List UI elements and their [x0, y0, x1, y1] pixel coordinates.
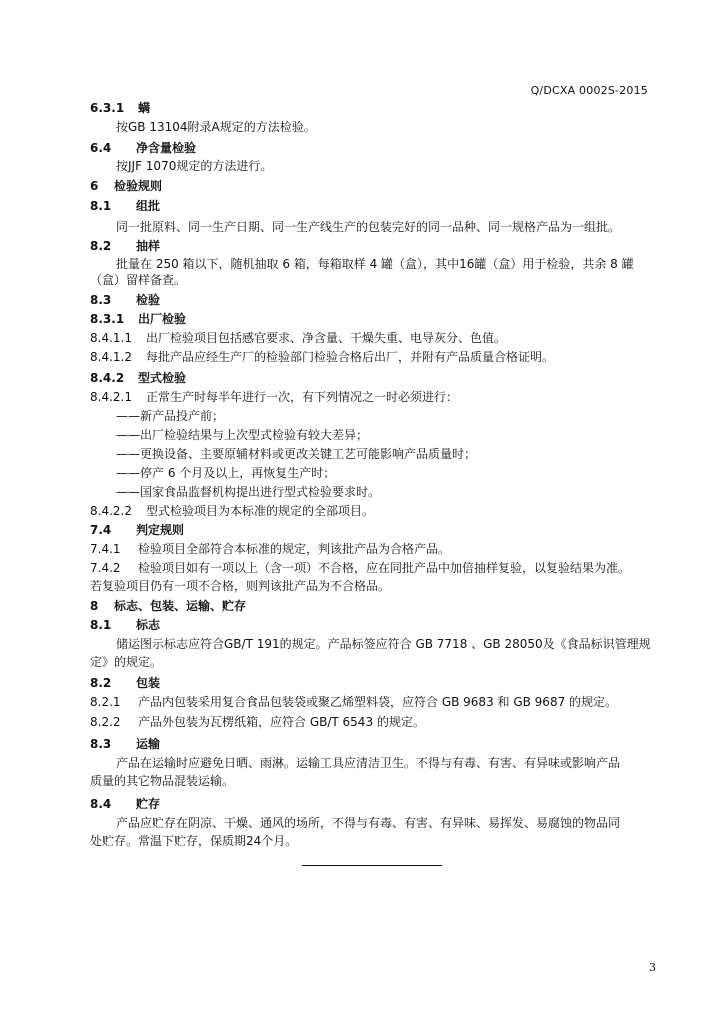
section-heading: [90, 617, 160, 633]
text-line: [90, 389, 458, 405]
clause-number: 8.4.2.2: [90, 504, 132, 518]
clause-number: 8.2.2: [90, 715, 121, 729]
text-line: [116, 408, 224, 424]
body-text: ——国家食品监督机构提出进行型式检验要求时。: [116, 485, 381, 499]
text-line: [116, 219, 620, 235]
text-line: [90, 330, 506, 346]
heading-text: 贮存: [136, 797, 161, 811]
text-line: [116, 256, 634, 272]
heading-text: 检验规则: [114, 179, 163, 193]
clause-number: 8.4: [90, 797, 112, 811]
clause-number: 8.4.1.2: [90, 350, 132, 364]
standard-code: Q/DCXA 0002S-2015: [530, 84, 648, 97]
text-line: [116, 636, 651, 652]
text-line: [90, 578, 390, 594]
section-heading: [90, 736, 160, 752]
body-text: 储运图示标志应符合GB/T 191的规定。产品标签应符合 GB 7718 、GB 28050及《食品标识管理规: [116, 637, 651, 651]
clause-number: 6: [90, 179, 99, 193]
body-text: 检验项目全部符合本标准的规定，判该批产品为合格产品。: [138, 542, 451, 556]
body-text: 处贮存。常温下贮存，保质期24个月。: [90, 834, 298, 848]
clause-number: 8.1: [90, 199, 112, 213]
clause-number: 8.2: [90, 239, 112, 253]
text-line: [116, 465, 335, 481]
body-text: 质量的其它物品混装运输。: [90, 774, 235, 788]
body-text: 定》的规定。: [90, 655, 163, 669]
text-line: [116, 484, 380, 500]
body-text: 每批产品应经生产厂的检验部门检验合格后出厂，并附有产品质量合格证明。: [146, 350, 555, 364]
text-line: [116, 158, 272, 174]
text-line: [90, 833, 297, 849]
heading-text: 出厂检验: [138, 312, 187, 326]
text-line: [90, 694, 617, 710]
heading-text: 检验: [136, 293, 161, 307]
section-heading: [90, 370, 186, 386]
section-heading: [90, 198, 160, 214]
heading-text: 标志: [136, 618, 161, 632]
section-heading: [90, 675, 160, 691]
text-line: [116, 815, 620, 831]
section-heading: [90, 598, 246, 614]
body-text: 按GB 13104附录A规定的方法检验。: [116, 120, 316, 134]
heading-text: 组批: [136, 199, 161, 213]
clause-number: 8.1: [90, 618, 112, 632]
clause-number: 8.3.1: [90, 312, 125, 326]
section-heading: [90, 238, 160, 254]
text-line: [90, 773, 234, 789]
body-text: 型式检验项目为本标准的规定的全部项目。: [146, 504, 375, 518]
heading-text: 标志、包装、运输、贮存: [114, 599, 247, 613]
body-text: ——新产品投产前；: [116, 409, 225, 423]
heading-text: 包装: [136, 676, 161, 690]
body-text: 按JJF 1070规定的方法进行。: [116, 159, 273, 173]
text-line: [116, 755, 620, 771]
page-number: 3: [649, 961, 656, 974]
clause-number: 8.3: [90, 293, 112, 307]
section-heading: [90, 522, 184, 538]
section-heading: [90, 796, 160, 812]
section-heading: [90, 178, 162, 194]
clause-number: 8.2: [90, 676, 112, 690]
section-heading: [90, 100, 150, 116]
text-line: [90, 349, 554, 365]
body-text: 产品应贮存在阴凉、干燥、通风的场所，不得与有毒、有害、有异味、易挥发、易腐蚀的物品同: [116, 816, 621, 830]
body-text: 正常生产时每半年进行一次，有下列情况之一时必须进行：: [146, 390, 459, 404]
clause-number: 8.4.2: [90, 371, 125, 385]
text-line: [90, 541, 450, 557]
text-line: [90, 714, 425, 730]
heading-text: 抽样: [136, 239, 161, 253]
clause-number: 8.2.1: [90, 695, 121, 709]
clause-number: 7.4: [90, 523, 112, 537]
clause-number: 8.4.2.1: [90, 390, 132, 404]
section-heading: [90, 140, 196, 156]
heading-text: 型式检验: [138, 371, 187, 385]
heading-text: 判定规则: [136, 523, 185, 537]
clause-number: 6.3.1: [90, 101, 125, 115]
text-line: [90, 654, 162, 670]
body-text: 批量在 250 箱以下，随机抽取 6 箱，每箱取样 4 罐（盒），其中16罐（盒）用于检验，共余 8 罐: [116, 257, 634, 271]
body-text: ——出厂检验结果与上次型式检验有较大差异；: [116, 428, 369, 442]
text-line: [90, 503, 374, 519]
heading-text: 运输: [136, 737, 161, 751]
section-heading: [90, 311, 186, 327]
heading-text: 净含量检验: [136, 141, 197, 155]
text-line: [116, 119, 316, 135]
text-line: [116, 427, 368, 443]
section-heading: [90, 292, 160, 308]
body-text: 产品在运输时应避免日晒、雨淋。运输工具应清洁卫生。不得与有毒、有害、有异味或影响产品: [116, 756, 621, 770]
clause-number: 8.3: [90, 737, 112, 751]
body-text: 若复验项目仍有一项不合格，则判该批产品为不合格品。: [90, 579, 391, 593]
body-text: 同一批原料、同一生产日期、同一生产线生产的包装完好的同一品种、同一规格产品为一组批。: [116, 220, 621, 234]
body-text: 产品内包装采用复合食品包装袋或聚乙烯塑料袋，应符合 GB 9683 和 GB 9687 的规定。: [138, 695, 618, 709]
clause-number: 8.4.1.1: [90, 331, 132, 345]
clause-number: 7.4.1: [90, 542, 121, 556]
clause-number: 7.4.2: [90, 561, 121, 575]
text-line: [90, 272, 186, 288]
text-line: [90, 560, 630, 576]
body-text: ——更换设备、主要原辅材料或更改关键工艺可能影响产品质量时；: [116, 447, 477, 461]
body-text: （盒）留样备查。: [90, 273, 187, 287]
heading-text: 螨: [138, 101, 151, 115]
clause-number: 8: [90, 599, 99, 613]
text-line: [116, 446, 476, 462]
body-text: 检验项目如有一项以上（含一项）不合格，应在同批产品中加倍抽样复验，以复验结果为准。: [138, 561, 631, 575]
clause-number: 6.4: [90, 141, 112, 155]
body-text: ——停产 6 个月及以上，再恢复生产时；: [116, 466, 336, 480]
end-rule: [302, 865, 442, 866]
body-text: 出厂检验项目包括感官要求、净含量、干燥失重、电导灰分、色值。: [146, 331, 507, 345]
body-text: 产品外包装为瓦楞纸箱，应符合 GB/T 6543 的规定。: [138, 715, 425, 729]
